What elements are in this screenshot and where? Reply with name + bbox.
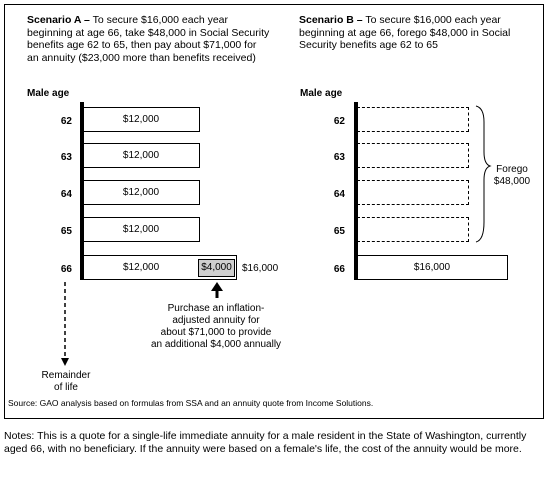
- scenario-b-line-3: Security benefits age 62 to 65: [299, 39, 438, 51]
- annuity-note-line-2: adjusted annuity for: [172, 315, 260, 326]
- benefit-value: $12,000: [123, 262, 160, 273]
- forego-line-1: Forego: [496, 164, 528, 175]
- scenario-a-age-64: 64: [60, 189, 72, 200]
- scenario-a-benefit-box-63: [82, 143, 200, 168]
- annuity-note-line-1: Purchase an inflation-: [167, 303, 265, 314]
- scenario-b-heading: [299, 14, 539, 52]
- scenario-a-line-4: an annuity ($23,000 more than benefits received): [27, 51, 256, 64]
- scenario-a-benefit-box-65: [82, 217, 200, 242]
- remainder-line-2: of life: [54, 382, 78, 393]
- remainder-of-life: [26, 370, 106, 394]
- benefit-value: $12,000: [122, 114, 160, 125]
- scenario-b-label: Scenario B –: [299, 14, 363, 26]
- scenario-a-line-3: benefits age 62 to 65, then pay about $71,000 for: [27, 39, 257, 51]
- scenario-a-line-2: beginning at age 66, take $48,000 in Social Security: [27, 26, 270, 39]
- annuity-note-line-3: about $71,000 to provide: [160, 327, 272, 338]
- annuity-note: [136, 303, 296, 351]
- forego-box-64: [357, 180, 469, 205]
- scenario-b-age-65: 65: [333, 226, 345, 237]
- forego-line-2: $48,000: [493, 176, 531, 187]
- annuity-amount: $4,000: [201, 262, 232, 273]
- scenario-a-total: $16,000: [242, 263, 279, 274]
- scenario-b-age-63: 63: [333, 152, 345, 163]
- scenario-a-line-1: To secure $16,000 each year: [92, 14, 229, 26]
- notes: Notes: This is a quote for a single-life immediate annuity for a male resident in the State of Washington, currently aged 66, with no beneficiary. If the annuity were based on a female's life, the cost of the annuity would be more.: [4, 430, 527, 455]
- benefit-value: $12,000: [122, 224, 160, 235]
- forego-label: [487, 164, 537, 188]
- benefit-value: $12,000: [122, 150, 160, 161]
- scenario-b-age-66: 66: [333, 264, 345, 275]
- figure-frame: [4, 4, 544, 419]
- scenario-a-label: Scenario A –: [27, 14, 90, 26]
- scenario-a-heading: [27, 14, 287, 64]
- scenario-b-age-64: 64: [333, 189, 345, 200]
- scenario-a-age-62: 62: [60, 116, 72, 127]
- scenario-b-axis-title: Male age: [300, 88, 343, 99]
- scenario-b-line-2: beginning at age 66, forego $48,000 in Social: [299, 26, 511, 39]
- scenario-a-benefit-box-62: [82, 107, 200, 132]
- scenario-b-benefit-box-66: [356, 255, 508, 280]
- forego-box-65: [357, 217, 469, 242]
- scenario-b-age-62: 62: [333, 116, 345, 127]
- annuity-note-line-4: an additional $4,000 annually: [150, 339, 282, 350]
- scenario-b-line-1: To secure $16,000 each year: [365, 14, 501, 26]
- forego-box-63: [357, 143, 469, 168]
- scenario-a-axis-title: Male age: [27, 88, 70, 99]
- forego-box-62: [357, 107, 469, 132]
- scenario-a-benefit-box-64: [82, 180, 200, 205]
- remainder-line-1: Remainder: [41, 370, 91, 381]
- benefit-value: $16,000: [413, 262, 451, 273]
- source-note: Source: GAO analysis based on formulas from SSA and an annuity quote from Income Solutions.: [8, 398, 374, 408]
- annuity-box: [198, 259, 235, 277]
- scenario-a-age-66: 66: [60, 264, 72, 275]
- benefit-value: $12,000: [122, 187, 160, 198]
- scenario-a-age-63: 63: [60, 152, 72, 163]
- scenario-a-age-65: 65: [60, 226, 72, 237]
